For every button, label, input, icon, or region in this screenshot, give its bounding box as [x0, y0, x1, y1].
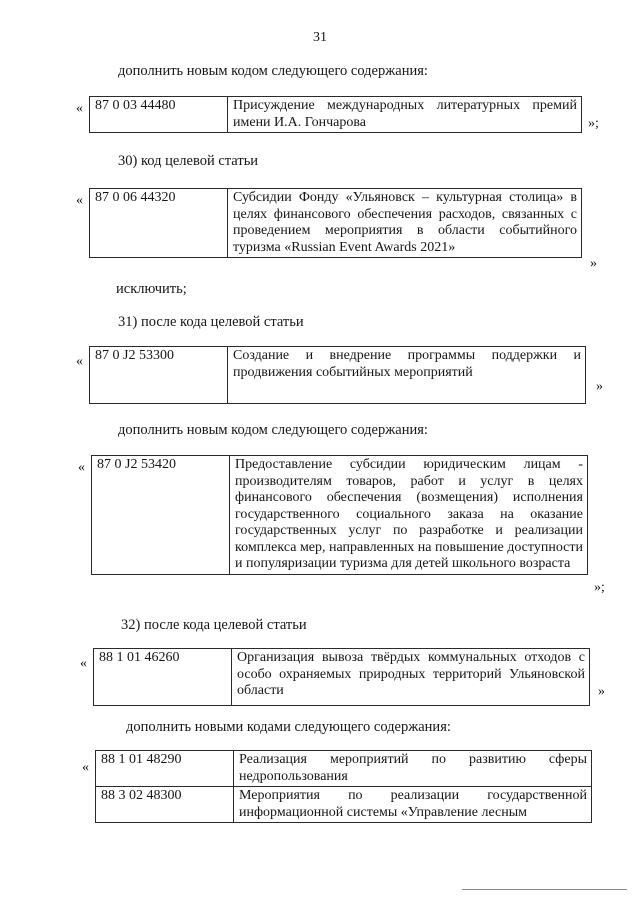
- paragraph-add-code: дополнить новым кодом следующего содержания:: [118, 422, 428, 438]
- open-quote: «: [78, 460, 85, 475]
- code-table-4: [91, 455, 588, 575]
- code-description: Присуждение международных литературных премий имени И.А. Гончарова: [228, 97, 582, 133]
- page-number: 31: [313, 30, 327, 45]
- code-description: Субсидии Фонду «Ульяновск – культурная столица» в целях финансового обеспечения расходов, связанных с проведением мероприятия в области событийного туризма «Russian Event Awards 2021»: [228, 189, 582, 258]
- table-row: [96, 787, 592, 823]
- paragraph-add-codes: дополнить новыми кодами следующего содержания:: [126, 719, 451, 735]
- close-quote: »;: [588, 116, 599, 131]
- paragraph-item-32: 32) после кода целевой статьи: [121, 617, 307, 633]
- target-code: 87 0 03 44480: [90, 97, 228, 133]
- table-row: [90, 347, 586, 404]
- open-quote: «: [82, 760, 89, 775]
- target-code: 87 0 J2 53300: [90, 347, 228, 404]
- code-description: Реализация мероприятий по развитию сферы недропользования: [234, 751, 592, 787]
- close-quote: »: [598, 684, 605, 699]
- open-quote: «: [80, 656, 87, 671]
- table-row: [92, 456, 588, 575]
- target-code: 88 1 01 48290: [96, 751, 234, 787]
- table-row: [94, 649, 590, 706]
- close-quote: »: [590, 256, 597, 271]
- code-table-6: [95, 750, 592, 823]
- paragraph-exclude: исключить;: [116, 281, 187, 297]
- code-description: Предоставление субсидии юридическим лицам - производителям товаров, работ и услуг в целях финансового обеспечения (возмещения) исполнения государственного социального заказа на оказание государственных услуг по разработке и реализации комплекса мер, направленных на повышение доступности и популяризации туризма для детей школьного возраста: [230, 456, 588, 575]
- code-description: Организация вывоза твёрдых коммунальных отходов с особо охраняемых природных территорий Ульяновской области: [232, 649, 590, 706]
- code-table-3: [89, 346, 586, 404]
- table-row: [96, 751, 592, 787]
- target-code: 87 0 J2 53420: [92, 456, 230, 575]
- code-description: Мероприятия по реализации государственной информационной системы «Управление лесным: [234, 787, 592, 823]
- open-quote: «: [76, 101, 83, 116]
- code-description: Создание и внедрение программы поддержки и продвижения событийных мероприятий: [228, 347, 586, 404]
- code-table-5: [93, 648, 590, 706]
- table-row: [90, 97, 582, 133]
- close-quote: »: [596, 379, 603, 394]
- target-code: 88 3 02 48300: [96, 787, 234, 823]
- close-quote: »;: [594, 580, 605, 595]
- target-code: 87 0 06 44320: [90, 189, 228, 258]
- paragraph-add-code: дополнить новым кодом следующего содержания:: [118, 63, 428, 79]
- open-quote: «: [76, 193, 83, 208]
- code-table-1: [89, 96, 582, 133]
- target-code: 88 1 01 46260: [94, 649, 232, 706]
- code-table-2: [89, 188, 582, 258]
- paragraph-item-30: 30) код целевой статьи: [118, 153, 259, 169]
- table-row: [90, 189, 582, 258]
- scan-edge-line: [462, 889, 627, 890]
- open-quote: «: [76, 354, 83, 369]
- paragraph-item-31: 31) после кода целевой статьи: [118, 314, 304, 330]
